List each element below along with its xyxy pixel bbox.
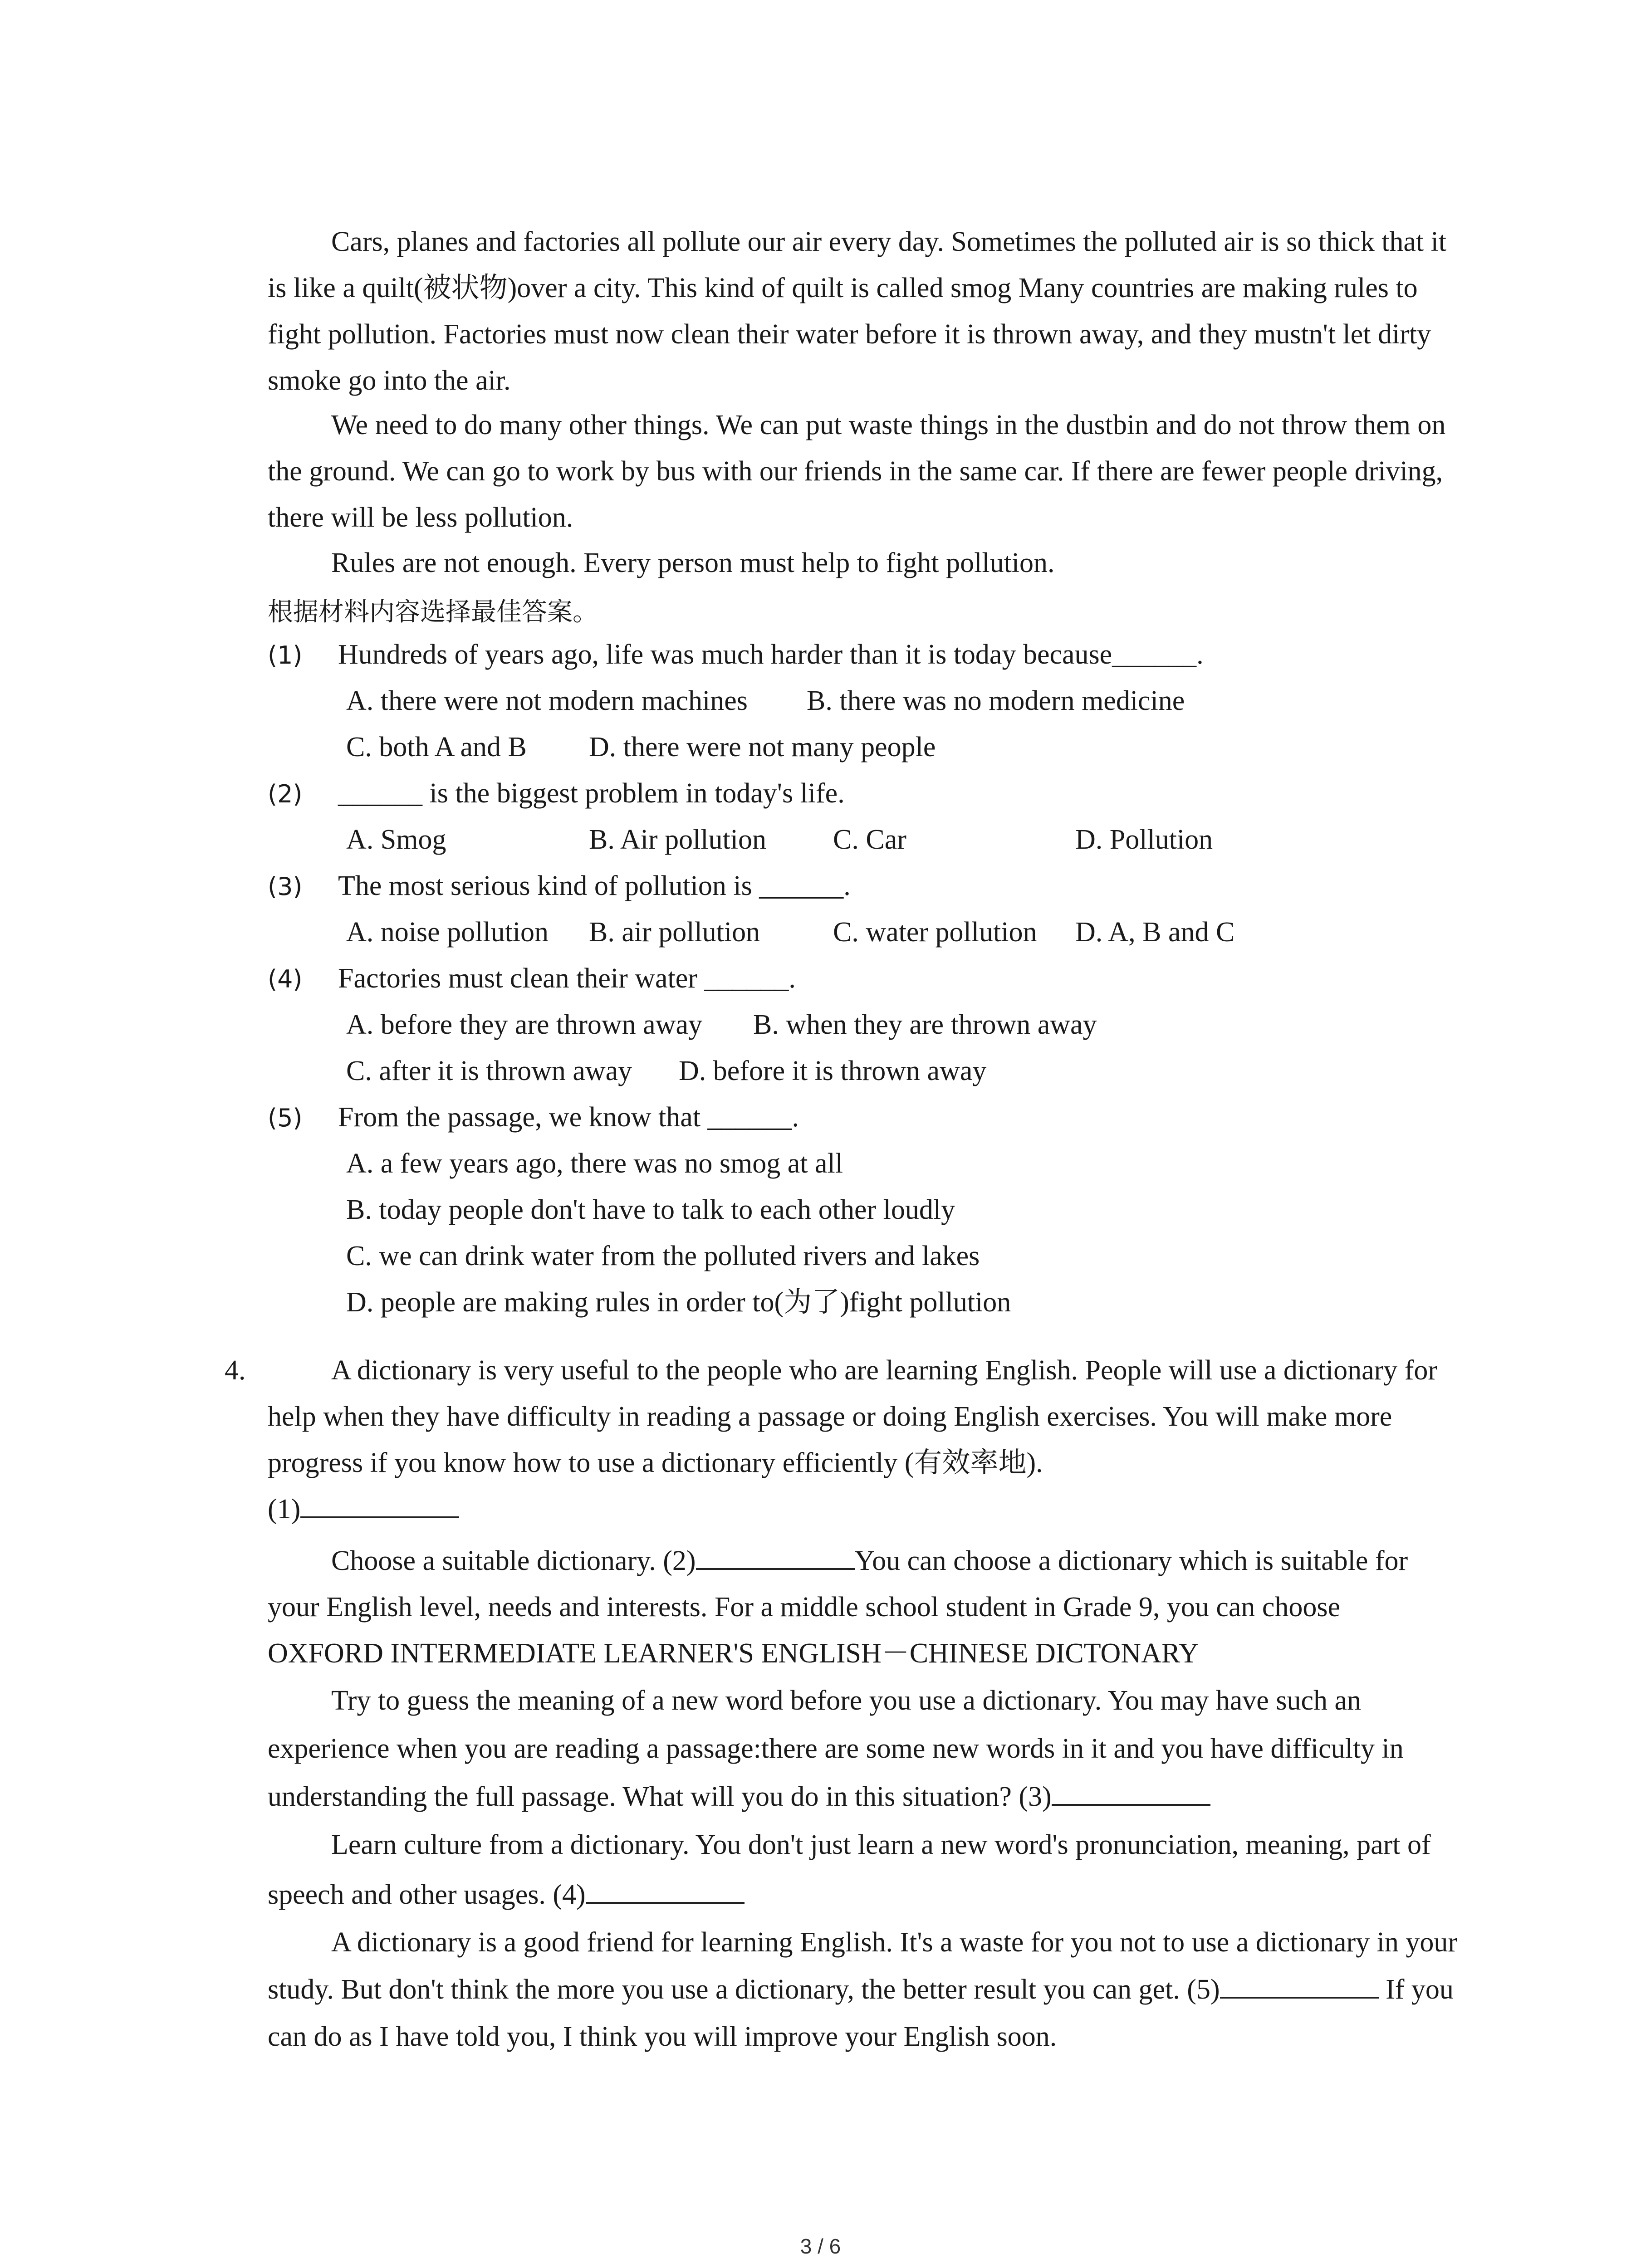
passage4-paragraph-5 (268, 1919, 1461, 2060)
question-4-option-a: A. before they are thrown away (346, 1009, 702, 1040)
question-number: (5) (268, 1104, 303, 1132)
blank-1-label: (1) (268, 1494, 301, 1525)
question-3-option-b: B. air pollution (589, 917, 760, 948)
question-3-option-d: D. A, B and C (1075, 917, 1235, 948)
paragraph-2-lead: Choose a suitable dictionary. (2) (331, 1545, 696, 1576)
question-2-option-c: C. Car (833, 824, 906, 855)
paragraph-4-text: Learn culture from a dictionary. You don't just learn a new word's pronunciation, meaning, part of speech and other usages. (4) (268, 1829, 1431, 1910)
passage3-paragraph-3: Rules are not enough. Every person must help to fight pollution. (331, 547, 1055, 578)
blank-2 (696, 1542, 855, 1570)
question-text: Factories must clean their water ______. (338, 963, 796, 994)
question-3-option-c: C. water pollution (833, 917, 1037, 948)
question-number: (4) (268, 965, 303, 993)
instruction-text: 根据材料内容选择最佳答案。 (268, 597, 598, 627)
passage4-blank-1-line (268, 1486, 1461, 1532)
question-1-option-d: D. there were not many people (589, 732, 936, 763)
question-1-option-b: B. there was no modern medicine (807, 685, 1185, 716)
question-1-option-a: A. there were not modern machines (346, 685, 748, 716)
question-number: (1) (268, 641, 303, 670)
question-number: (2) (268, 780, 303, 808)
blank-4 (586, 1876, 745, 1904)
passage3-paragraph-1: Cars, planes and factories all pollute our air every day. Sometimes the polluted air is so thick that it is like a quilt(被状物)over a city. This kind of quilt is called smog Many countries are making rules to fight pollution. Factories must now clean their water before it is thrown away, and they mustn't let dirty smoke go into the air. (268, 226, 1447, 396)
question-4-option-c: C. after it is thrown away (346, 1056, 632, 1086)
question-5-option-d: D. people are making rules in order to(为了)fight pollution (346, 1287, 1011, 1318)
question-4-option-b: B. when they are thrown away (753, 1009, 1097, 1040)
paragraph-5-rest: If you can do as I have told you, I think you will improve your English soon. (268, 1974, 1454, 2052)
question-2-option-b: B. Air pollution (589, 824, 766, 855)
question-text: The most serious kind of pollution is ______. (338, 870, 851, 901)
paragraph-3-text: Try to guess the meaning of a new word before you use a dictionary. You may have such an experience when you are reading a passage:there are some new words in it and you have difficulty in understanding the full passage. What will you do in this situation? (3) (268, 1685, 1404, 1812)
question-4-option-d: D. before it is thrown away (679, 1056, 987, 1086)
paragraph-5-lead: A dictionary is a good friend for learning English. It's a waste for you not to use a dictionary in your study. But don't think the more you use a dictionary, the better result you can get. (5) (268, 1927, 1457, 2005)
item-number: 4. (225, 1355, 246, 1386)
paragraph-2-rest: You can choose a dictionary which is suitable for your English level, needs and interests. For a middle school student in Grade 9, you can choose OXFORD INTERMEDIATE LEARNER'S ENGLISH－CHINESE DICTONARY (268, 1545, 1408, 1669)
passage4-paragraph-1: A dictionary is very useful to the people who are learning English. People will use a dictionary for help when they have difficulty in reading a passage or doing English exercises. You will make more progress if you know how to use a dictionary efficiently (有效率地). (268, 1355, 1438, 1478)
blank-3 (1052, 1778, 1210, 1806)
passage4-paragraph-3 (268, 1677, 1461, 1821)
question-5-option-b: B. today people don't have to talk to each other loudly (346, 1194, 955, 1225)
question-1-option-c: C. both A and B (346, 732, 527, 763)
question-2-option-a: A. Smog (346, 824, 446, 855)
question-5-option-c: C. we can drink water from the polluted rivers and lakes (346, 1241, 980, 1271)
passage4-paragraph-2 (268, 1538, 1461, 1677)
page-number: 3 / 6 (800, 2234, 841, 2258)
question-text: ______ is the biggest problem in today's life. (338, 778, 845, 809)
question-3-option-a: A. noise pollution (346, 917, 549, 948)
passage4-paragraph-4 (268, 1820, 1461, 1920)
blank-1 (300, 1490, 459, 1518)
passage3-paragraph-2: We need to do many other things. We can put waste things in the dustbin and do not throw them on the ground. We can go to work by bus with our friends in the same car. If there are fewer people driving, there will be less pollution. (268, 410, 1446, 533)
question-2-option-d: D. Pollution (1075, 824, 1213, 855)
blank-5 (1220, 1970, 1379, 1999)
question-text: Hundreds of years ago, life was much harder than it is today because______. (338, 639, 1204, 670)
question-5-option-a: A. a few years ago, there was no smog at all (346, 1148, 843, 1179)
question-text: From the passage, we know that ______. (338, 1102, 799, 1133)
question-number: (3) (268, 872, 303, 901)
